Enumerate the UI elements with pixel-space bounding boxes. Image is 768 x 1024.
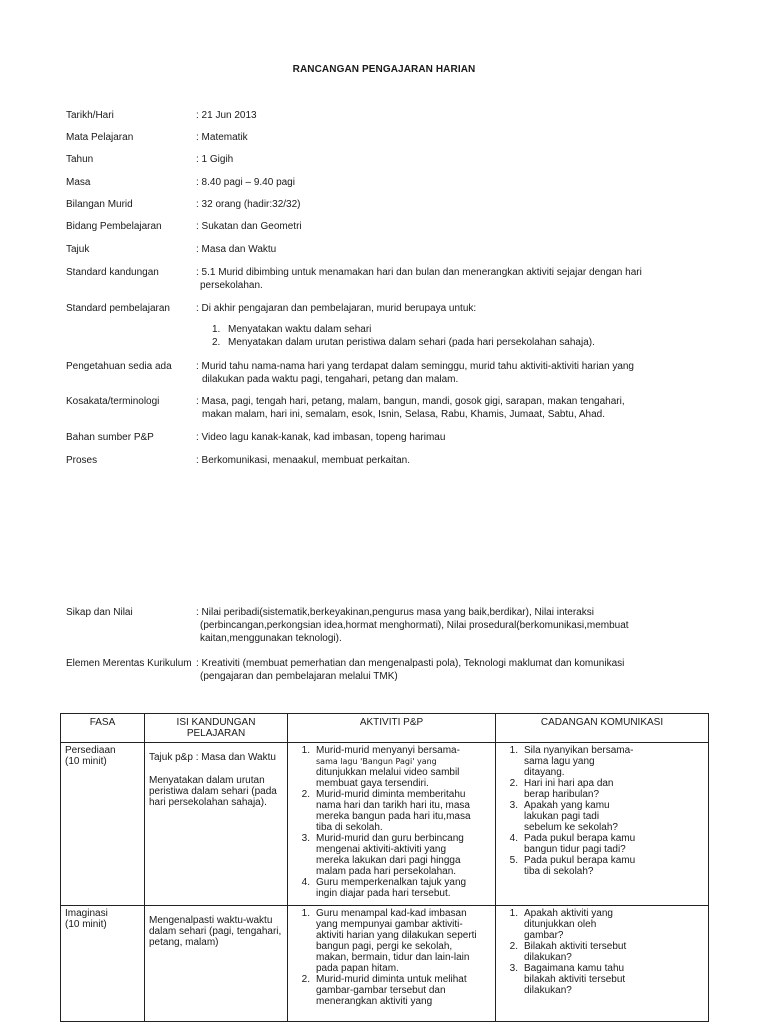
fasa-line: (10 minit) [65,756,107,767]
cell-aktiviti [288,743,496,906]
objective-item [212,323,732,336]
fasa-line: (10 minit) [65,919,107,930]
field-value-line: : Video lagu kanak-kanak, kad imbasan, topeng harimau [196,432,446,443]
cell-aktiviti [288,906,496,1022]
header-fasa: FASA [61,714,145,743]
objective-text: Menyatakan dalam urutan peristiwa dalam sehari (pada hari persekolahan sahaja). [228,337,595,348]
field-elemen-merentas-kurikulum [66,657,706,683]
field-value [196,243,706,256]
field-bidang-pembelajaran [66,220,706,233]
cell-isi-kandungan [145,906,288,1022]
table-row [61,906,709,1022]
field-value-line: : Di akhir pengajaran dan pembelajaran, murid berupaya untuk: [196,303,477,314]
field-proses [66,454,706,467]
header-isi-kandungan: ISI KANDUNGAN PELAJARAN [145,714,288,743]
field-label: Bahan sumber P&P [66,432,154,443]
field-value [196,176,706,189]
cell-fasa [61,906,145,1022]
komunikasi-item: 3. Apakah yang kamu lakukan pagi tadi sebelum ke sekolah? [509,800,618,833]
komunikasi-item: 1. Sila nyanyikan bersama- sama lagu yang ditayang. [509,745,634,778]
field-value-line: persekolahan. [200,280,263,291]
objective-number: 2. [212,337,221,348]
document-title: RANCANGAN PENGAJARAN HARIAN [292,64,476,75]
field-value-line: : 8.40 pagi – 9.40 pagi [196,177,295,188]
objective-number: 1. [212,324,221,335]
field-label: Bilangan Murid [66,199,133,210]
field-label: Standard pembelajaran [66,303,170,314]
field-label: Bidang Pembelajaran [66,221,162,232]
field-standard-kandungan [66,266,706,292]
field-value [196,606,706,645]
field-value [196,109,706,122]
field-value-line: (pengajaran dan pembelajaran melalui TMK) [200,671,398,682]
field-value [196,131,706,144]
field-label: Mata Pelajaran [66,132,134,143]
field-value [196,302,706,315]
objective-text: Menyatakan waktu dalam sehari [228,324,372,335]
field-value-line: : Masa, pagi, tengah hari, petang, malam, bangun, mandi, gosok gigi, sarapan, makan tengahari, [196,396,625,407]
field-label: Tarikh/Hari [66,110,114,121]
table-row [61,743,709,906]
field-value-line: (perbincangan,perkongsian idea,hormat menghormati), Nilai prosedural(berkomunikasi,membuat [200,620,629,631]
komunikasi-item: 1. Apakah aktiviti yang ditunjukkan oleh gambar? [509,908,613,941]
field-value-line: : 32 orang (hadir:32/32) [196,199,301,210]
isi-line: petang, malam) [149,937,219,948]
cell-isi-kandungan [145,743,288,906]
field-label: Sikap dan Nilai [66,607,133,618]
field-bahan-sumber [66,431,706,444]
komunikasi-item: 3. Bagaimana kamu tahu bilakah aktiviti tersebut dilakukan? [509,963,626,996]
field-value [196,220,706,233]
header-cadangan-komunikasi: CADANGAN KOMUNIKASI [496,714,709,743]
field-value [196,266,706,292]
field-label: Elemen Merentas Kurikulum [66,658,192,669]
field-value-line: : Sukatan dan Geometri [196,221,302,232]
field-label: Tajuk [66,244,90,255]
komunikasi-item: 5. Pada pukul berapa kamu tiba di sekolah? [509,855,636,877]
cell-komunikasi [496,906,709,1022]
field-value-line: : 21 Jun 2013 [196,110,257,121]
cell-komunikasi [496,743,709,906]
field-value [196,454,706,467]
field-pengetahuan-sedia-ada [66,360,706,386]
lesson-activity-table [60,713,709,1022]
komunikasi-item: 2. Hari ini hari apa dan berap haribulan? [509,778,614,800]
field-tahun [66,153,706,166]
field-value [196,153,706,166]
komunikasi-item: 2. Bilakah aktiviti tersebut dilakukan? [509,941,627,963]
field-value-line: kaitan,menggunakan teknologi). [200,633,342,644]
field-label: Standard kandungan [66,267,159,278]
field-value [196,431,706,444]
field-value-line: dilakukan pada waktu pagi, tengahari, petang dan malam. [202,374,459,385]
field-label: Pengetahuan sedia ada [66,361,172,372]
isi-line: hari persekolahan sahaja). [149,797,267,808]
field-mata-pelajaran [66,131,706,144]
isi-line: peristiwa dalam sehari (pada [149,786,277,797]
field-label: Kosakata/terminologi [66,396,160,407]
field-value-line: makan malam, hari ini, semalam, esok, Isnin, Selasa, Rabu, Khamis, Jumaat, Sabtu, Ahad. [202,409,605,420]
aktiviti-item: 2. Murid-murid diminta memberitahu nama hari dan tarikh hari itu, masa mereka bangun pada hari itu,masa tiba di sekolah. [301,789,471,833]
aktiviti-item: 3. Murid-murid dan guru berbincang mengenai aktiviti-aktiviti yang mereka lakukan dari pagi hingga malam pada hari persekolahan. [301,833,464,877]
field-value [196,657,706,683]
field-label: Tahun [66,154,94,165]
aktiviti-item: 1. Guru menampal kad-kad imbasan yang mempunyai gambar aktiviti- aktiviti harian yang dilakukan seperti bangun pagi, pergi ke sekolah, makan, bermain, tidur dan lain-lain pada papan hitam. [301,908,477,974]
field-value-line: : Berkomunikasi, menaakul, membuat perkaitan. [196,455,410,466]
field-tarikh-hari [66,109,706,122]
isi-line: Mengenalpasti waktu-waktu [149,915,273,926]
table-header-row [61,714,709,743]
field-value-line: : 5.1 Murid dibimbing untuk menamakan hari dan bulan dan menerangkan aktiviti sejajar dengan hari [196,267,642,278]
field-label: Masa [66,177,91,188]
header-aktiviti: AKTIVITI P&P [288,714,496,743]
field-masa [66,176,706,189]
fasa-line: Imaginasi [65,908,108,919]
field-kosakata-terminologi [66,395,706,421]
field-value-line: : 1 Gigih [196,154,234,165]
field-value [196,198,706,211]
field-value-line: : Masa dan Waktu [196,244,277,255]
komunikasi-item: 4. Pada pukul berapa kamu bangun tidur pagi tadi? [509,833,636,855]
field-value-line: : Murid tahu nama-nama hari yang terdapat dalam seminggu, murid tahu aktiviti-aktiviti harian yang [196,361,634,372]
field-value [196,360,706,386]
field-tajuk [66,243,706,256]
aktiviti-item: 4. Guru memperkenalkan tajuk yang ingin diajar pada hari tersebut. [301,877,467,899]
aktiviti-item: 1. Murid-murid menyanyi bersama- sama lagu 'Bangun Pagi' yang ditunjukkan melalui video sambil membuat gaya tersendiri. [301,745,460,789]
fasa-line: Persediaan [65,745,116,756]
learning-objectives-list [212,323,732,349]
field-sikap-dan-nilai [66,606,706,645]
cell-fasa [61,743,145,906]
field-value-line: : Kreativiti (membuat pemerhatian dan mengenalpasti pola), Teknologi maklumat dan komunikasi [196,658,625,669]
field-value [196,395,706,421]
isi-line [149,763,283,775]
field-value-line: : Nilai peribadi(sistematik,berkeyakinan,pengurus masa yang baik,berdikar), Nilai interaksi [196,607,594,618]
aktiviti-item: 2. Murid-murid diminta untuk melihat gambar-gambar tersebut dan menerangkan aktiviti yang [301,974,467,1007]
isi-line: Tajuk p&p : Masa dan Waktu [149,752,276,763]
field-value-line: : Matematik [196,132,248,143]
isi-line: dalam sehari (pagi, tengahari, [149,926,282,937]
field-standard-pembelajaran [66,302,706,315]
field-label: Proses [66,455,98,466]
field-bilangan-murid [66,198,706,211]
isi-line: Menyatakan dalam urutan [149,775,265,786]
objective-item [212,336,732,349]
